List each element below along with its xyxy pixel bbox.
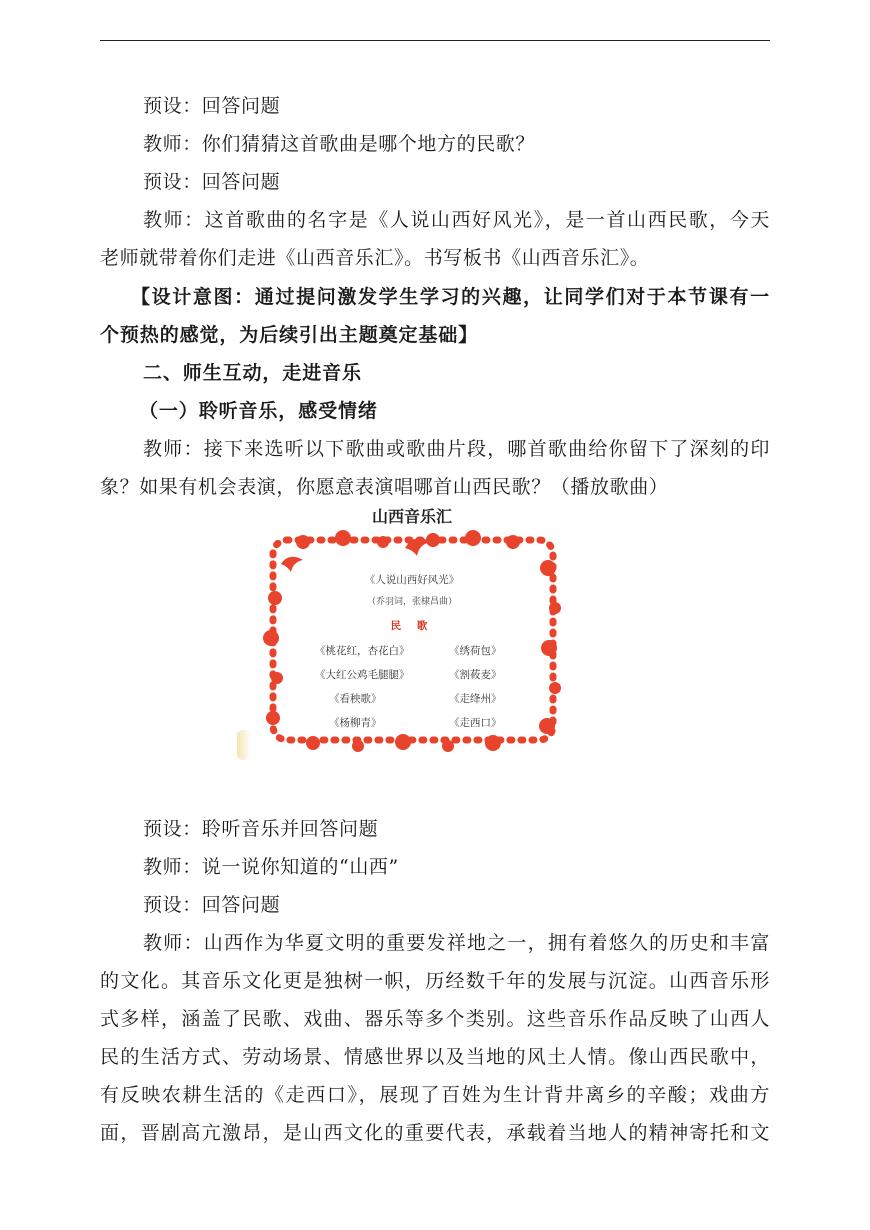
paragraph-teacher-5-line4: 民的生活方式、劳动场景、情感世界以及当地的风土人情。像山西民歌中，: [100, 1046, 770, 1068]
figure-main-song: 《人说山西好风光》: [364, 574, 460, 586]
figure-song-left-3: 《看秧歌》: [329, 693, 382, 705]
figure-song-right-4: 《走西口》: [449, 717, 502, 729]
paragraph-preset-2: 预设：回答问题: [143, 171, 281, 193]
figure-song-right-1: 《绣荷包》: [449, 645, 502, 657]
design-intent-line2: 个预热的感觉，为后续引出主题奠定基础】: [100, 324, 479, 346]
figure-song-left-2: 《大红公鸡毛腿腿》: [315, 669, 410, 681]
paragraph-teacher-4: 教师：说一说你知道的“山西”: [143, 856, 399, 878]
paragraph-teacher-3-line1: 教师：接下来选听以下歌曲或歌曲片段，哪首歌曲给你留下了深刻的印: [143, 438, 770, 460]
section-heading-2: 二、师生互动，走进音乐: [143, 362, 362, 384]
figure-song-right-3: 《走绛州》: [449, 693, 502, 705]
header-rule: [100, 40, 770, 41]
paragraph-teacher-5-line1: 教师：山西作为华夏文明的重要发祥地之一，拥有着悠久的历史和丰富: [143, 932, 770, 954]
paragraph-teacher-5-line5: 有反映农耕生活的《走西口》，展现了百姓为生计背井离乡的辛酸；戏曲方: [100, 1084, 770, 1106]
paragraph-teacher-5-line6: 面，晋剧高亢激昂，是山西文化的重要代表，承载着当地人的精神寄托和文: [100, 1122, 770, 1144]
figure-song-left-1: 《桃花红，杏花白》: [315, 645, 410, 657]
song-list-figure: [237, 500, 587, 770]
figure-title: 山西音乐汇: [371, 507, 452, 526]
figure-edge-smudge: [237, 730, 251, 760]
paragraph-preset-1: 预设：回答问题: [143, 95, 281, 117]
figure-song-right-2: 《割莜麦》: [449, 669, 502, 681]
paragraph-teacher-1: 教师：你们猜猜这首歌曲是哪个地方的民歌？: [143, 133, 536, 155]
paragraph-teacher-2-line2: 老师就带着你们走进《山西音乐汇》。书写板书《山西音乐汇》。: [100, 247, 650, 269]
subsection-heading-1: （一）聆听音乐，感受情绪: [139, 400, 378, 422]
papercut-border: [263, 528, 563, 753]
paragraph-teacher-2-line1: 教师：这首歌曲的名字是《人说山西好风光》，是一首山西民歌，今天: [143, 209, 770, 231]
figure-song-left-4: 《杨柳青》: [329, 717, 382, 729]
paragraph-preset-4: 预设：回答问题: [143, 894, 281, 916]
paragraph-teacher-5-line2: 的文化。其音乐文化更是独树一帜，历经数千年的发展与沉淀。山西音乐形: [100, 970, 770, 992]
figure-credits: （乔羽词，张棣昌曲）: [366, 597, 457, 607]
paragraph-teacher-5-line3: 式多样，涵盖了民歌、戏曲、器乐等多个类别。这些音乐作品反映了山西人: [100, 1008, 770, 1030]
design-intent-line1: 【设计意图：通过提问激发学生学习的兴趣，让同学们对于本节课有一: [131, 286, 770, 308]
paragraph-preset-3: 预设：聆听音乐并回答问题: [143, 818, 379, 840]
paragraph-teacher-3-line2: 象？如果有机会表演，你愿意表演唱哪首山西民歌？（播放歌曲）: [100, 476, 669, 498]
figure-category: 民 歌: [390, 620, 434, 632]
